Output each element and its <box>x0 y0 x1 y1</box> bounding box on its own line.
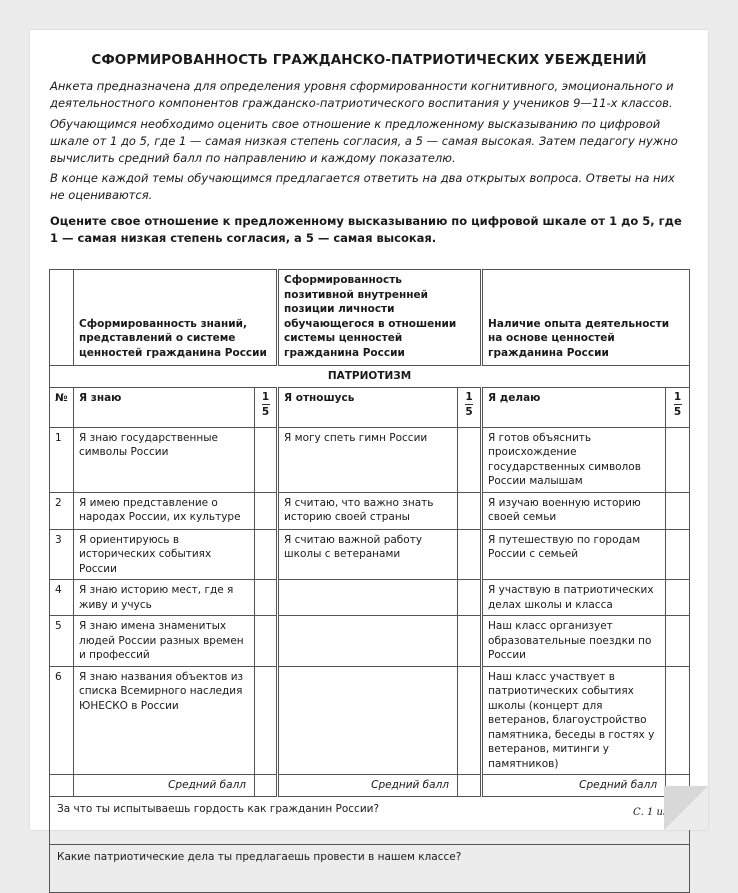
know-average-label: Средний балл <box>74 775 255 797</box>
header-row <box>50 270 690 366</box>
do-score-cell[interactable] <box>666 616 690 667</box>
know-score-cell[interactable] <box>255 529 278 580</box>
number-header: № <box>50 387 74 427</box>
feel-statement: Я считаю важной работу школы с ветеранами <box>278 529 458 580</box>
do-score-cell[interactable] <box>666 427 690 492</box>
feel-average-label: Средний балл <box>278 775 458 797</box>
subheader-row <box>50 387 690 427</box>
know-average-cell[interactable] <box>255 775 278 797</box>
row-number: 1 <box>50 427 74 492</box>
intro-paragraph-1: Анкета предназначена для определения уровня сформированности когнитивного, эмоционального и деятельностного компонентов гражданско-патриотического воспитания у учеников 9—11-х классов. <box>50 79 674 110</box>
table-row <box>50 616 690 667</box>
feel-score-cell[interactable] <box>458 529 482 580</box>
feel-score-cell[interactable] <box>458 427 482 492</box>
scale-divider <box>465 404 473 405</box>
table-row <box>50 529 690 580</box>
do-statement: Я готов объяснить происхождение государственных символов России малышам <box>482 427 666 492</box>
do-statement: Наш класс участвует в патриотических событиях школы (концерт для ветеранов, благоустройство памятника, беседы в гостях у ветеранов, митинги у памятников) <box>482 666 666 775</box>
instruction-text: Оцените свое отношение к предложенному высказыванию по цифровой шкале от 1 до 5, где 1 — самая низкая степень согласия, а 5 — самая высокая. <box>50 214 682 245</box>
table-row <box>50 492 690 529</box>
scale-feel <box>458 387 482 427</box>
question-row <box>50 844 690 892</box>
feel-score-cell[interactable] <box>458 492 482 529</box>
row-number: 2 <box>50 492 74 529</box>
header-corner <box>50 270 74 366</box>
know-statement: Я имею представление о народах России, их культуре <box>74 492 255 529</box>
scale-min: 1 <box>261 390 270 403</box>
header-knowledge: Сформированность знаний, представлений о системе ценностей гражданина России <box>74 270 278 366</box>
do-score-cell[interactable] <box>666 529 690 580</box>
table-row <box>50 580 690 616</box>
scale-min: 1 <box>465 390 473 403</box>
know-score-cell[interactable] <box>255 666 278 775</box>
do-score-cell[interactable] <box>666 580 690 616</box>
do-score-cell[interactable] <box>666 492 690 529</box>
scale-divider <box>674 404 682 405</box>
survey-table <box>49 269 690 893</box>
scale-divider <box>262 404 270 405</box>
subheader-do: Я делаю <box>482 387 666 427</box>
feel-average-cell[interactable] <box>458 775 482 797</box>
open-question-1[interactable]: За что ты испытываешь гордость как гражданин России? <box>50 796 690 844</box>
know-statement: Я знаю имена знаменитых людей России разных времен и профессий <box>74 616 255 667</box>
intro-paragraph-2: Обучающимся необходимо оценить свое отношение к предложенному высказыванию по цифровой шкале от 1 до 5, где 1 — самая низкая степень согласия, а 5 — самая высокая. Затем педагогу нужно вычислить средний балл по направлению и каждому показателю. <box>50 117 678 165</box>
know-score-cell[interactable] <box>255 427 278 492</box>
know-score-cell[interactable] <box>255 616 278 667</box>
section-title: ПАТРИОТИЗМ <box>50 366 690 388</box>
section-row <box>50 366 690 388</box>
know-statement: Я знаю государственные символы России <box>74 427 255 492</box>
scale-do <box>666 387 690 427</box>
feel-statement: Я могу спеть гимн России <box>278 427 458 492</box>
do-average-label: Средний балл <box>482 775 666 797</box>
open-question-2[interactable]: Какие патриотические дела ты предлагаешь провести в нашем классе? <box>50 844 690 892</box>
subheader-know: Я знаю <box>74 387 255 427</box>
row-number: 6 <box>50 666 74 775</box>
scale-max: 5 <box>465 405 473 418</box>
scale-min: 1 <box>673 390 682 403</box>
feel-statement <box>278 616 458 667</box>
know-score-cell[interactable] <box>255 580 278 616</box>
know-score-cell[interactable] <box>255 492 278 529</box>
know-statement: Я ориентируюсь в исторических событиях России <box>74 529 255 580</box>
do-statement: Я участвую в патриотических делах школы и класса <box>482 580 666 616</box>
question-row <box>50 796 690 844</box>
row-number: 4 <box>50 580 74 616</box>
know-statement: Я знаю названия объектов из списка Всемирного наследия ЮНЕСКО в России <box>74 666 255 775</box>
table-row <box>50 666 690 775</box>
intro-paragraph-3: В конце каждой темы обучающимся предлагается ответить на два открытых вопроса. Ответы на них не оцениваются. <box>50 171 675 202</box>
know-statement: Я знаю историю мест, где я живу и учусь <box>74 580 255 616</box>
scale-know <box>255 387 278 427</box>
do-statement: Наш класс организует образовательные поездки по России <box>482 616 666 667</box>
row-number: 5 <box>50 616 74 667</box>
feel-score-cell[interactable] <box>458 580 482 616</box>
scale-max: 5 <box>261 405 270 418</box>
average-corner <box>50 775 74 797</box>
average-row <box>50 775 690 797</box>
document-page <box>30 30 708 863</box>
feel-statement: Я считаю, что важно знать историю своей страны <box>278 492 458 529</box>
do-score-cell[interactable] <box>666 666 690 775</box>
page-number: С. 1 из 3 <box>633 807 678 818</box>
page-title: СФОРМИРОВАННОСТЬ ГРАЖДАНСКО-ПАТРИОТИЧЕСКИХ УБЕЖДЕНИЙ <box>91 52 647 68</box>
table-row <box>50 427 690 492</box>
page-corner-fold <box>664 786 708 830</box>
scale-max: 5 <box>673 405 682 418</box>
feel-statement <box>278 666 458 775</box>
feel-score-cell[interactable] <box>458 666 482 775</box>
header-activity: Наличие опыта деятельности на основе ценностей гражданина России <box>482 270 690 366</box>
do-statement: Я изучаю военную историю своей семьи <box>482 492 666 529</box>
header-attitude: Сформированность позитивной внутренней позиции личности обучающегося в отношении системы ценностей гражданина России <box>278 270 482 366</box>
feel-statement <box>278 580 458 616</box>
feel-score-cell[interactable] <box>458 616 482 667</box>
do-statement: Я путешествую по городам России с семьей <box>482 529 666 580</box>
row-number: 3 <box>50 529 74 580</box>
subheader-feel: Я отношусь <box>278 387 458 427</box>
